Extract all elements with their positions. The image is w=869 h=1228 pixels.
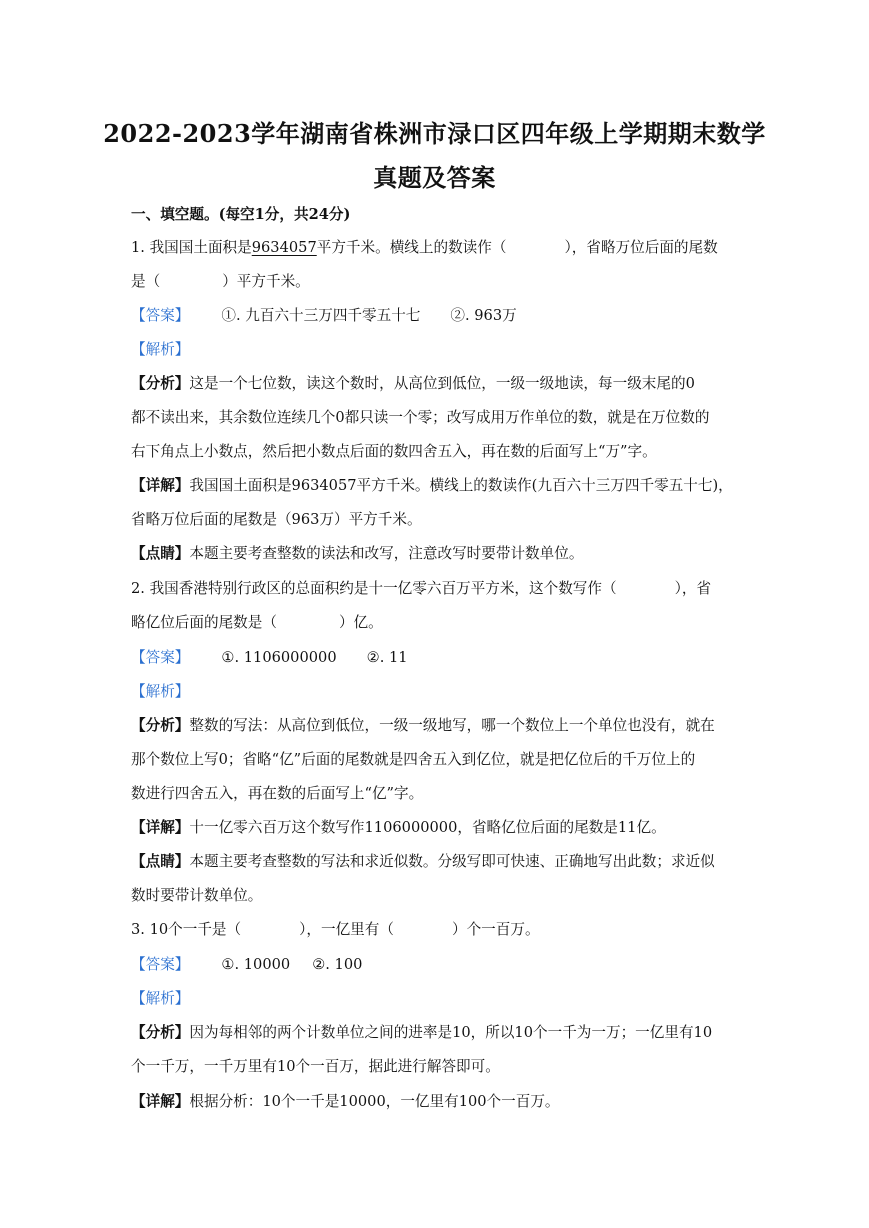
- question-2-xiangjie: [131, 818, 666, 838]
- question-1-text-a: 1. 我国国土面积是: [131, 239, 252, 256]
- question-3-fenxi-2: 个一千万，一千万里有10个一百万，据此进行解答即可。: [131, 1058, 500, 1075]
- question-1-fenxi-3: 右下角点上小数点，然后把小数点后面的数四舍五入，再在数的后面写上“万”字。: [131, 443, 657, 460]
- question-2-fenxi-2: 那个数位上写0；省略“亿”后面的尾数就是四舍五入到亿位，就是把亿位后的千万位上的: [131, 751, 696, 768]
- document-title-line1: 2022-2023学年湖南省株洲市渌口区四年级上学期期末数学: [103, 119, 766, 148]
- question-2-fenxi-1: [131, 716, 715, 736]
- question-2-analysis-label: 【解析】: [131, 683, 190, 700]
- dianjing-text: 本题主要考查整数的读法和改写，注意改写时要带计数单位。: [189, 545, 584, 562]
- question-1-text-b: 平方千米。横线上的数读作（: [316, 239, 507, 256]
- question-3-xiangjie: [131, 1092, 560, 1112]
- answer-1: ①. 1106000000: [221, 649, 337, 666]
- question-3-answer: [131, 955, 362, 975]
- question-2-line1: [131, 579, 711, 599]
- document-title-line2: 真题及答案: [373, 163, 496, 192]
- question-3-line1: [131, 920, 540, 940]
- question-1-fenxi-2: 都不读出来，其余数位连续几个0都只读一个零；改写成用万作单位的数，就是在万位数的: [131, 409, 710, 426]
- question-1-text-c: ），省略万位后面的尾数: [564, 239, 718, 256]
- answer-label: 【答案】: [131, 307, 190, 324]
- answer-2: ②. 11: [366, 649, 408, 666]
- section-heading: 一、填空题。(每空1分，共24分): [131, 206, 351, 223]
- question-1-dianjing: [131, 544, 583, 564]
- question-1-answer: [131, 306, 517, 326]
- question-1-line2-b: ）平方千米。: [222, 273, 310, 290]
- xiangjie-text: 根据分析：10个一千是10000，一亿里有100个一百万。: [189, 1093, 560, 1110]
- xiangjie-label: 【详解】: [131, 477, 190, 494]
- question-2-line2-a: 略亿位后面的尾数是（: [131, 614, 277, 631]
- answer-1: ①. 九百六十三万四千零五十七: [221, 307, 421, 324]
- question-1-analysis-label: 【解析】: [131, 341, 190, 358]
- question-3-text-b: ），一亿里有（: [299, 921, 394, 938]
- fenxi-label: 【分析】: [131, 1024, 190, 1041]
- dianjing-text: 本题主要考查整数的写法和求近似数。分级写即可快速、正确地写出此数；求近似: [189, 853, 715, 870]
- question-3-analysis-label: 【解析】: [131, 990, 190, 1007]
- answer-1: ①. 10000: [221, 956, 291, 973]
- question-2-answer: [131, 648, 408, 668]
- question-1-line1: [131, 238, 718, 258]
- question-1-xiangjie-2: 省略万位后面的尾数是（963万）平方千米。: [131, 511, 422, 528]
- answer-label: 【答案】: [131, 956, 190, 973]
- question-2-text-a: 2. 我国香港特别行政区的总面积约是十一亿零六百万平方米，这个数写作（: [131, 580, 617, 597]
- question-2-line2-b: ）亿。: [338, 614, 383, 631]
- xiangjie-label: 【详解】: [131, 819, 190, 836]
- question-2-line2: [131, 613, 383, 633]
- xiangjie-text: 我国国土面积是9634057平方千米。横线上的数读作(九百六十三万四千零五十七)，: [189, 477, 733, 494]
- question-1-xiangjie-1: [131, 476, 733, 496]
- fenxi-label: 【分析】: [131, 717, 190, 734]
- question-1-line2-a: 是（: [131, 273, 161, 290]
- fenxi-label: 【分析】: [131, 375, 190, 392]
- xiangjie-label: 【详解】: [131, 1093, 190, 1110]
- question-1-fenxi-1: [131, 374, 695, 394]
- xiangjie-text: 十一亿零六百万这个数写作1106000000，省略亿位后面的尾数是11亿。: [189, 819, 666, 836]
- fenxi-text: 整数的写法：从高位到低位，一级一级地写，哪一个数位上一个单位也没有，就在: [189, 717, 715, 734]
- question-1-line2: [131, 272, 310, 292]
- fenxi-text: 这是一个七位数，读这个数时，从高位到低位，一级一级地读，每一级末尾的0: [189, 375, 695, 392]
- answer-2: ②. 963万: [450, 307, 517, 324]
- question-2-text-b: ），省: [674, 580, 712, 597]
- dianjing-label: 【点睛】: [131, 853, 190, 870]
- fenxi-text: 因为每相邻的两个计数单位之间的进率是10，所以10个一千为一万；一亿里有10: [189, 1024, 713, 1041]
- dianjing-label: 【点睛】: [131, 545, 190, 562]
- question-2-dianjing-2: 数时要带计数单位。: [131, 887, 263, 904]
- question-2-dianjing-1: [131, 852, 715, 872]
- question-1-underlined-number: 9634057: [251, 239, 317, 256]
- answer-label: 【答案】: [131, 649, 190, 666]
- question-3-fenxi-1: [131, 1023, 712, 1043]
- question-3-text-c: ）个一百万。: [451, 921, 540, 938]
- answer-2: ②. 100: [312, 956, 363, 973]
- question-3-text-a: 3. 10个一千是（: [131, 921, 242, 938]
- question-2-fenxi-3: 数进行四舍五入，再在数的后面写上“亿”字。: [131, 785, 424, 802]
